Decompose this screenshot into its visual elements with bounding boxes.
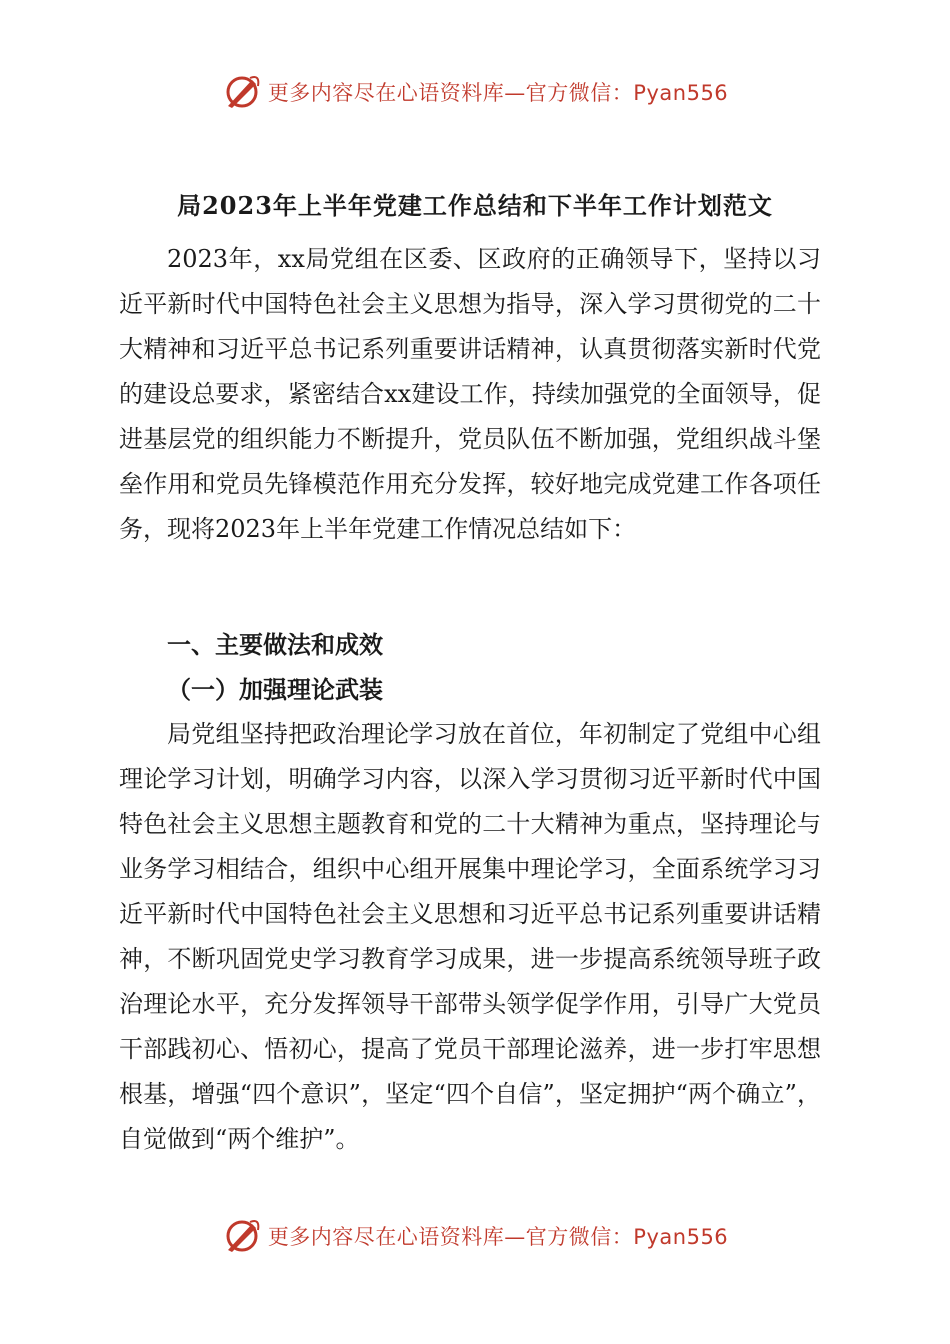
body-paragraph: 局党组坚持把政治理论学习放在首位，年初制定了党组中心组理论学习计划，明确学习内容，以深入学习贯彻习近平新时代中国特色社会主义思想主题教育和党的二十大精神为重点，坚持理论与业务学习相结合，组织中心组开展集中理论学习，全面系统学习习近平新时代中国特色社会主义思想和习近平总书记系列重要讲话精神，不断巩固党史学习教育学习成果，进一步提高系统领导班子政治理论水平，充分发挥领导干部带头领学促学作用，引导广大党员干部践初心、悟初心，提高了党员干部理论滋养，进一步打牢思想根基，增强“四个意识”，坚定“四个自信”，坚定拥护“两个确立”，自觉做到“两个维护”。 xyxy=(119,720,821,1153)
intro-paragraph: 2023年，xx局党组在区委、区政府的正确领导下，坚持以习近平新时代中国特色社会主义思想为指导，深入学习贯彻党的二十大精神和习近平总书记系列重要讲话精神，认真贯彻落实新时代党的建设总要求，紧密结合xx建设工作，持续加强党的全面领导，促进基层党的组织能力不断提升，党员队伍不断加强，党组织战斗堡垒作用和党员先锋模范作用充分发挥，较好地完成党建工作各项任务，现将2023年上半年党建工作情况总结如下： xyxy=(119,245,821,543)
document-title: 局2023年上半年党建工作总结和下半年工作计划范文 xyxy=(177,191,773,220)
watermark-banner-bottom xyxy=(0,1214,950,1258)
section-heading: 一、主要做法和成效 xyxy=(167,630,383,659)
watermark-banner-top xyxy=(0,70,950,114)
subsection-heading: （一）加强理论武装 xyxy=(167,675,383,704)
watermark-text: 更多内容尽在心语资料库—官方微信：Pyan556 xyxy=(267,1225,729,1249)
watermark-text: 更多内容尽在心语资料库—官方微信：Pyan556 xyxy=(267,81,729,105)
quill-pen-logo-icon xyxy=(222,72,262,112)
quill-pen-logo-icon xyxy=(222,1216,262,1256)
